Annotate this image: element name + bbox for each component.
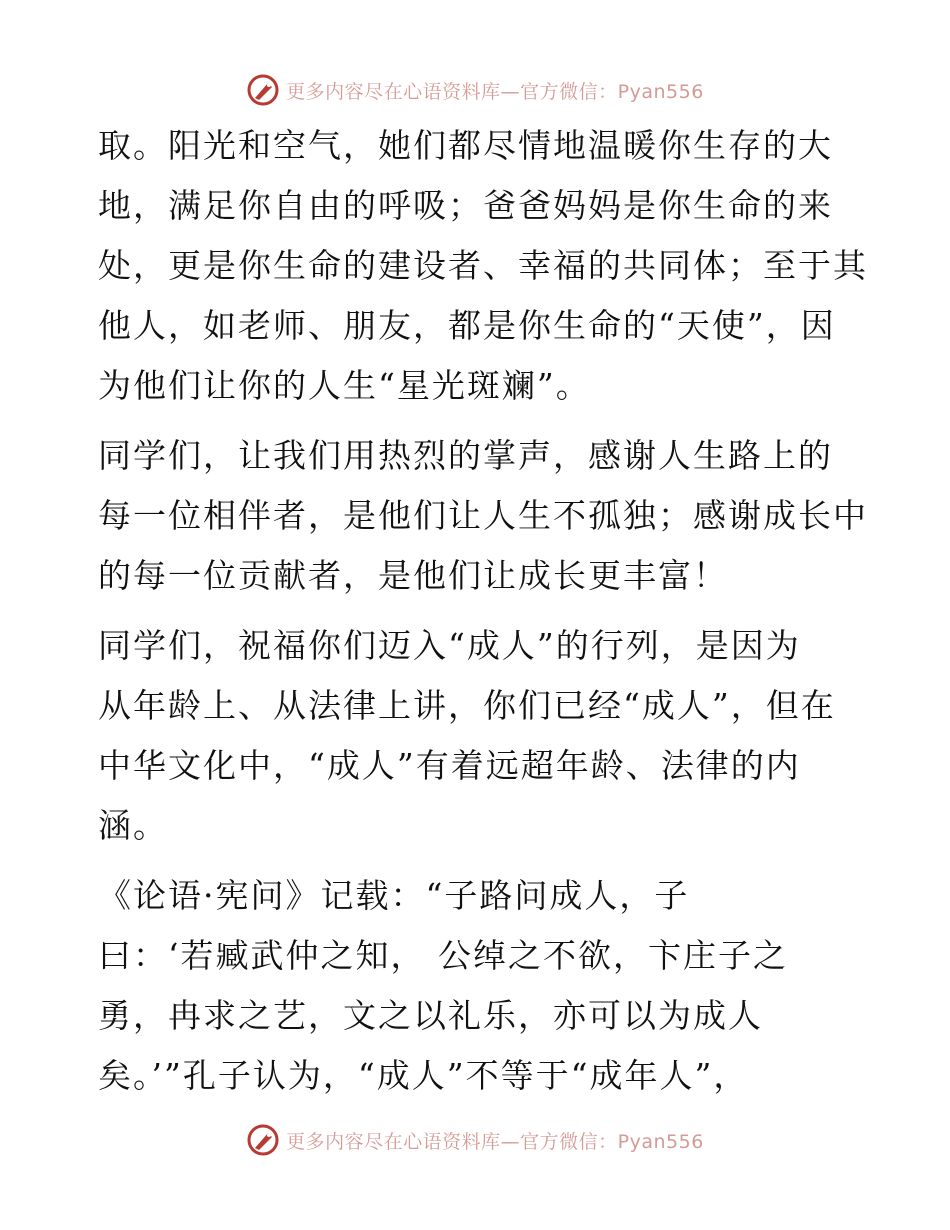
text-line: 为他们让你的人生“星光斑斓”。 (98, 366, 591, 405)
text-line: 同学们，祝福你们迈入“成人”的行列，是因为 (98, 626, 801, 665)
watermark-footer (0, 1120, 950, 1160)
text-line: 的每一位贡献者，是他们让成长更丰富！ (98, 556, 728, 595)
text-line: 矣。’”孔子认为，“成人”不等于“成年人”， (98, 1056, 749, 1095)
text-line: 从年龄上、从法律上讲，你们已经“成人”，但在 (98, 686, 836, 725)
text-line: 取。阳光和空气，她们都尽情地温暖你生存的大 (98, 126, 833, 165)
text-line: 曰：‘若臧武仲之知， 公绰之不欲，卞庄子之 (98, 936, 788, 975)
text-line: 同学们，让我们用热烈的掌声，感谢人生路上的 (98, 436, 833, 475)
text-line: 每一位相伴者，是他们让人生不孤独；感谢成长中 (98, 496, 868, 535)
text-line: 勇，冉求之艺，文之以礼乐，亦可以为成人 (98, 996, 763, 1035)
pen-nib-circle-icon (246, 1123, 280, 1157)
text-line: 涵。 (98, 806, 168, 845)
text-line: 他人，如老师、朋友，都是你生命的“天使”，因 (98, 306, 836, 345)
text-line: 处，更是你生命的建设者、幸福的共同体；至于其 (98, 246, 868, 285)
document-body (98, 116, 868, 1106)
watermark-text: 更多内容尽在心语资料库—官方微信：Pyan556 (286, 80, 704, 103)
text-line: 中华文化中，“成人”有着远超年龄、法律的内 (98, 746, 801, 785)
text-line: 地，满足你自由的呼吸；爸爸妈妈是你生命的来 (98, 186, 833, 225)
pen-nib-circle-icon (246, 73, 280, 107)
watermark-header (0, 70, 950, 110)
text-line: 《论语·宪问》记载：“子路问成人，子 (98, 876, 690, 915)
watermark-text: 更多内容尽在心语资料库—官方微信：Pyan556 (286, 1130, 704, 1153)
